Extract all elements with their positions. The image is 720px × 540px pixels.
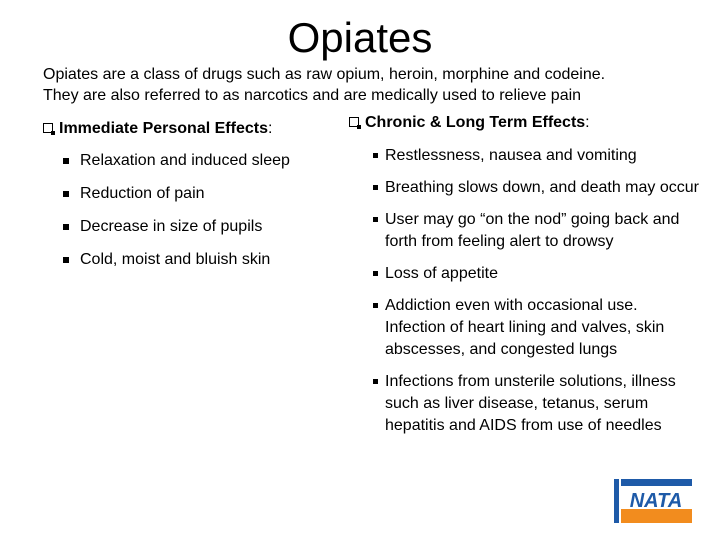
immediate-heading-label: Immediate Personal Effects [59,120,268,137]
chronic-effects-heading: Chronic & Long Term Effects: [349,113,590,133]
list-item: User may go “on the nod” going back and forth from feeling alert to drowsy [371,209,701,253]
list-item: Addiction even with occasional use. Infection of heart lining and valves, skin abscesses, and congested lungs [371,295,701,361]
nata-logo [612,479,692,523]
chronic-effects-list [371,145,701,447]
logo-blue-bar [614,479,619,523]
square-bullet-icon [63,158,69,164]
chronic-heading-label: Chronic & Long Term Effects [365,114,586,131]
list-item: Cold, moist and bluish skin [63,249,343,271]
list-item: Decrease in size of pupils [63,216,343,238]
square-bullet-icon [373,185,378,190]
square-bullet-icon [63,191,69,197]
list-item: Breathing slows down, and death may occur [371,177,701,199]
immediate-effects-list [63,150,343,282]
list-item: Relaxation and induced sleep [63,150,343,172]
square-bullet-icon [373,217,378,222]
square-bullet-icon [373,271,378,276]
intro-text [43,64,713,106]
slide-title: Opiates [287,14,433,61]
intro-line-2: They are also referred to as narcotics and are medically used to relieve pain [43,87,582,104]
list-item: Restlessness, nausea and vomiting [371,145,701,167]
list-item: Loss of appetite [371,263,701,285]
checkbox-bullet-icon [43,123,53,133]
square-bullet-icon [373,379,378,384]
intro-line-1: Opiates are a class of drugs such as raw opium, heroin, morphine and codeine. [43,66,606,83]
list-item: Infections from unsterile solutions, illness such as liver disease, tetanus, serum hepatitis and AIDS from use of needles [371,371,701,437]
list-item: Reduction of pain [63,183,343,205]
logo-text: NATA [629,490,683,512]
checkbox-bullet-icon [349,117,359,127]
logo-top-band [621,479,692,486]
square-bullet-icon [373,153,378,158]
square-bullet-icon [373,303,378,308]
square-bullet-icon [63,257,69,263]
square-bullet-icon [63,224,69,230]
immediate-effects-heading: Immediate Personal Effects: [43,119,272,139]
